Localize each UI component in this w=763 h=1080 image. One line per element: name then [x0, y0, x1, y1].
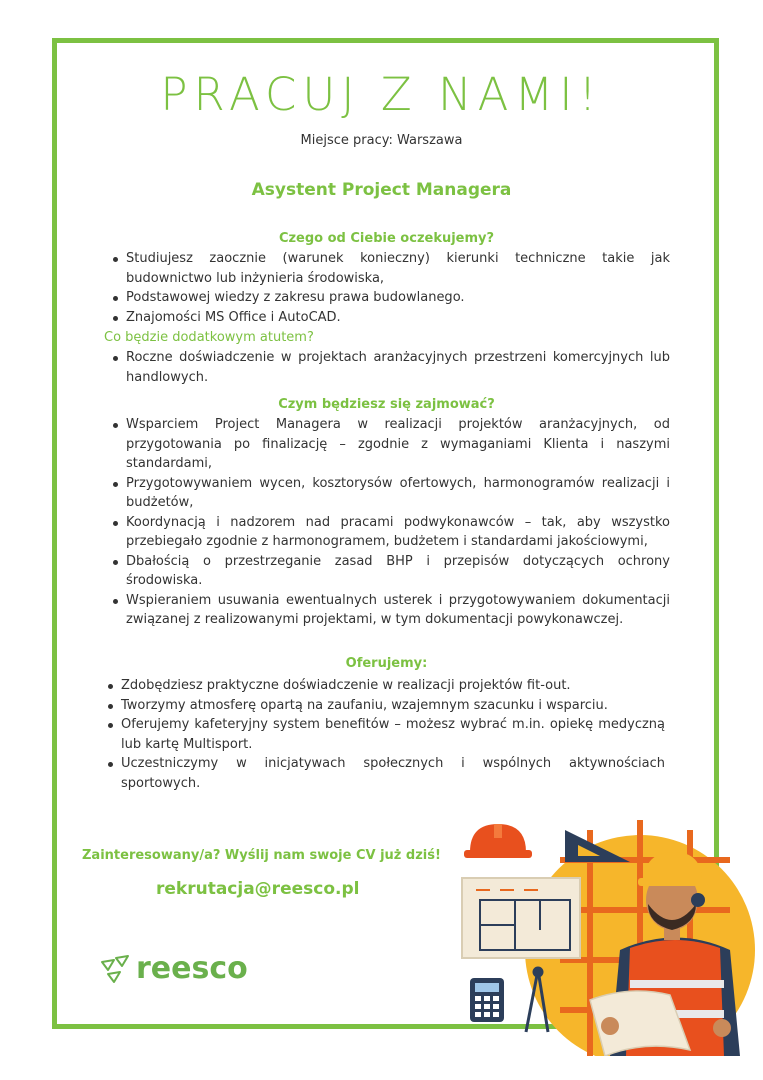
list-item: Wsparciem Project Managera w realizacji projektów aranżacyjnych, od przygotowania po finalizację – zgodnie z wymaganiami Klienta i naszymi standardami,: [112, 415, 670, 474]
blueprint-board: [462, 878, 580, 958]
company-logo: [78, 937, 270, 1019]
job-position: Asystent Project Managera: [251, 180, 512, 200]
expectations-heading: Czego od Ciebie oczekujemy?: [278, 231, 495, 246]
expectations-list: [112, 249, 670, 327]
list-item: Znajomości MS Office i AutoCAD.: [112, 308, 670, 328]
list-item: Roczne doświadczenie w projektach aranżacyjnych przestrzeni komercyjnych lub handlowych.: [112, 348, 670, 387]
hard-hat-icon: [464, 824, 532, 858]
page-title: PRACUJ Z NAMI!: [160, 68, 603, 121]
call-to-action: Zainteresowany/a? Wyślij nam swoje CV już dziś!: [82, 848, 441, 863]
offer-list: [107, 676, 665, 793]
leaf-logo-icon: [100, 954, 136, 988]
list-item: Podstawowej wiedzy z zakresu prawa budowlanego.: [112, 288, 670, 308]
construction-worker-illustration: [440, 800, 763, 1056]
duties-list: [112, 415, 670, 630]
list-item: Dbałością o przestrzeganie zasad BHP i przepisów dotyczących ochrony środowiska.: [112, 552, 670, 591]
list-item: Studiujesz zaocznie (warunek konieczny) kierunki techniczne takie jak budownictwo lub inżynieria środowiska,: [112, 249, 670, 288]
logo-wordmark: reesco: [136, 951, 248, 986]
list-item: Zdobędziesz praktyczne doświadczenie w realizacji projektów fit-out.: [107, 676, 665, 696]
offer-heading: Oferujemy:: [345, 656, 428, 671]
bonus-list: [112, 348, 670, 387]
list-item: Uczestniczymy w inicjatywach społecznych i wspólnych aktywnościach sportowych.: [107, 754, 665, 793]
duties-heading: Czym będziesz się zajmować?: [278, 397, 495, 412]
list-item: Wspieraniem usuwania ewentualnych usterek i przygotowywaniem dokumentacji związanej z realizowanymi projektami, w tym dokumentacji powykonawczej.: [112, 591, 670, 630]
bonus-heading: Co będzie dodatkowym atutem?: [104, 330, 314, 345]
calculator-icon: [470, 978, 504, 1022]
list-item: Tworzymy atmosferę opartą na zaufaniu, wzajemnym szacunku i wsparciu.: [107, 696, 665, 716]
recruitment-email-link[interactable]: rekrutacja@reesco.pl: [156, 879, 360, 899]
list-item: Przygotowywaniem wycen, kosztorysów ofertowych, harmonogramów realizacji i budżetów,: [112, 474, 670, 513]
job-location: Miejsce pracy: Warszawa: [300, 133, 463, 148]
list-item: Koordynacją i nadzorem nad pracami podwykonawców – tak, aby wszystko przebiegało zgodnie z harmonogramem, budżetem i standardami jakościowymi,: [112, 513, 670, 552]
list-item: Oferujemy kafeteryjny system benefitów – możesz wybrać m.in. opiekę medyczną lub kartę Multisport.: [107, 715, 665, 754]
